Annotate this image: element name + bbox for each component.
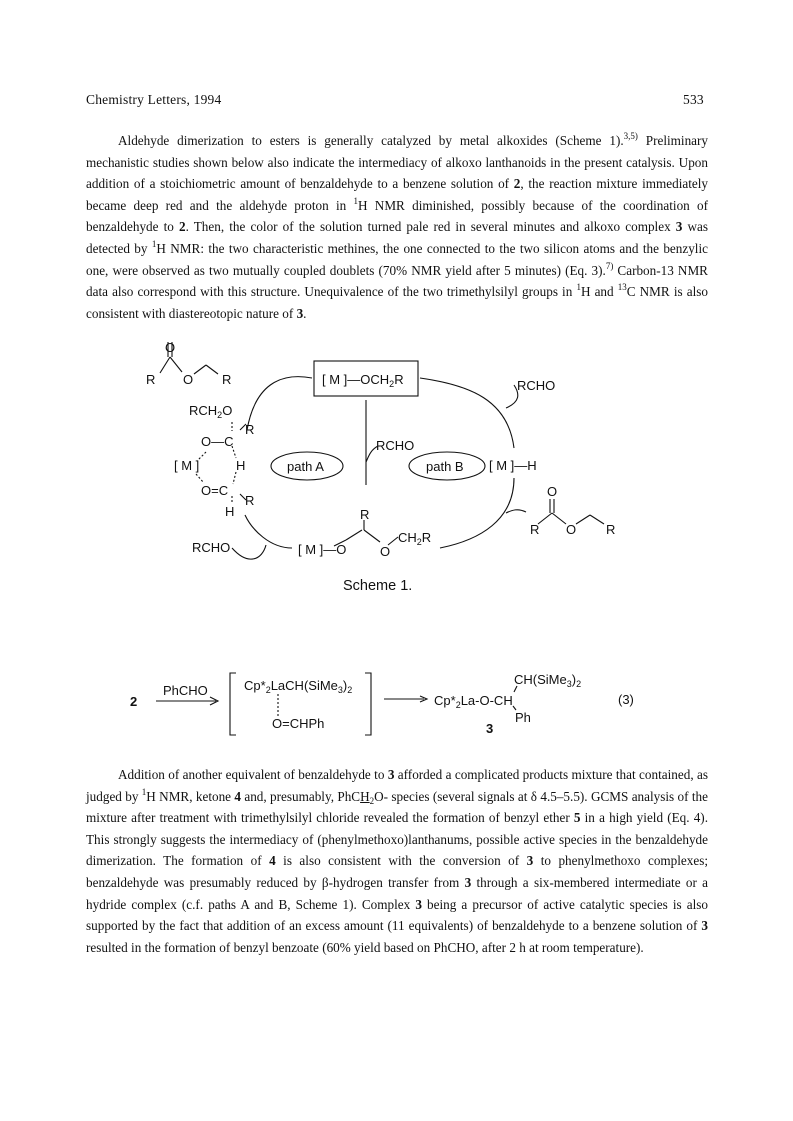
box-m-och2r: [ M ]$—OCH_2R$ [322, 372, 404, 389]
eq3-reagent: PhCHO [163, 683, 208, 698]
ester-o-mid: O [183, 372, 194, 387]
eq3-intermediate-bottom: O=CHPh [272, 716, 325, 731]
ester-o-top: O [165, 340, 176, 355]
eq3-reactant: 2 [130, 694, 138, 709]
journal-header: Chemistry Letters, 1994 [86, 92, 222, 107]
m-h: [ M ]—H [489, 458, 537, 473]
ring-o-eq-c: O=C [201, 483, 229, 498]
ester-r-left: R [146, 372, 156, 387]
acetal-r: R [360, 507, 370, 522]
ester-r-right: R [222, 372, 232, 387]
acetal-ch2r: $CH_2R$ [398, 530, 432, 547]
ring-r-top: R [245, 422, 255, 437]
ring-rch2o: $RCH_2O$ [189, 403, 233, 420]
ring-h: H [236, 458, 246, 473]
eq3-intermediate-top: $Cp*_2LaCH(SiMe_3)_2$ [244, 678, 353, 695]
ring-h-bottom: H [225, 504, 235, 519]
eq3-product-label: 3 [486, 721, 494, 736]
rcho-right: RCHO [517, 378, 556, 393]
eq3-product-ph: Ph [515, 710, 531, 725]
acetal-o: O [380, 544, 391, 559]
eq3-product-top: $CH(SiMe_3)_2$ [514, 672, 582, 689]
acetal-m-o: [ M ]—O [298, 542, 347, 557]
path-b-label: path B [426, 459, 464, 474]
paragraph-2: Addition of another equivalent of benzaldehyde to 3 afforded a complicated products mixture that contained, as judged by $^1$H NMR, ketone 4 and, presumably, PhCH$_2$O- species (several signals at δ 4.5–5.5). GCMS analysis of the mixture after treatment with trimethylsilyl chloride revealed the formation of benzyl ether 5 in a high yield (Eq. 4). This strongly suggests the intermediacy of (phenylmethoxo)lanthanums, possible active species in the benzaldehyde dimerization. The formation of 4 is also consistent with the conversion of 3 to phenylmethoxo complexes; benzaldehyde was presumably reduced by β-hydrogen transfer from 3 through a six-membered intermediate or a hydride complex (c.f. paths A and B, Scheme 1). Complex 3 being a precursor of active catalytic species is also supported by the fact that addition of an excess amount (11 equivalents) of benzaldehyde to a benzene solution of 3 resulted in the formation of benzyl benzoate (60% yield based on PhCHO, after 2 h at room temperature). [86, 767, 709, 955]
path-a-label: path A [287, 459, 324, 474]
ester2-r-left: R [530, 522, 540, 537]
rcho-center: RCHO [376, 438, 415, 453]
paragraph-1: Aldehyde dimerization to esters is generally catalyzed by metal alkoxides (Scheme 1).$^{3,5)}$ Preliminary mechanistic studies shown below also indicate the intermediacy of alkoxo lanthanoids in the present catalysis. Upon addition of a stoichiometric amount of benzaldehyde to a benzene solution of 2, the reaction mixture immediately became deep red and the aldehyde proton in $^1$H NMR diminished, possibly because of the coordination of benzaldehyde to 2. Then, the color of the solution turned pale red in several minutes and alkoxo complex 3 was detected by $^1$H NMR: the two characteristic methines, the one connected to the two silicon atoms and the benzylic one, were observed as two mutually coupled doublets (70% NMR yield after 5 minutes) (Eq. 3).$^{7)}$ Carbon-13 NMR data also correspond with this structure. Unequivalence of the two trimethylsilyl groups in $^1$H and $^{13}$C NMR is also consistent with diastereotopic nature of 3. [86, 131, 709, 321]
eq3-product-main: $Cp*_2La-O-CH$ [434, 693, 513, 710]
ester2-o-top: O [547, 484, 558, 499]
eq3-number: (3) [618, 692, 634, 707]
page-number: 533 [683, 92, 704, 107]
ring-m: [ M ] [174, 458, 200, 473]
ring-o-c: O—C [201, 434, 234, 449]
ester2-r-right: R [606, 522, 616, 537]
ring-r-bottom: R [245, 493, 255, 508]
rcho-bottom-left: RCHO [192, 540, 231, 555]
ester2-o-mid: O [566, 522, 577, 537]
scheme-caption: Scheme 1. [343, 578, 413, 594]
